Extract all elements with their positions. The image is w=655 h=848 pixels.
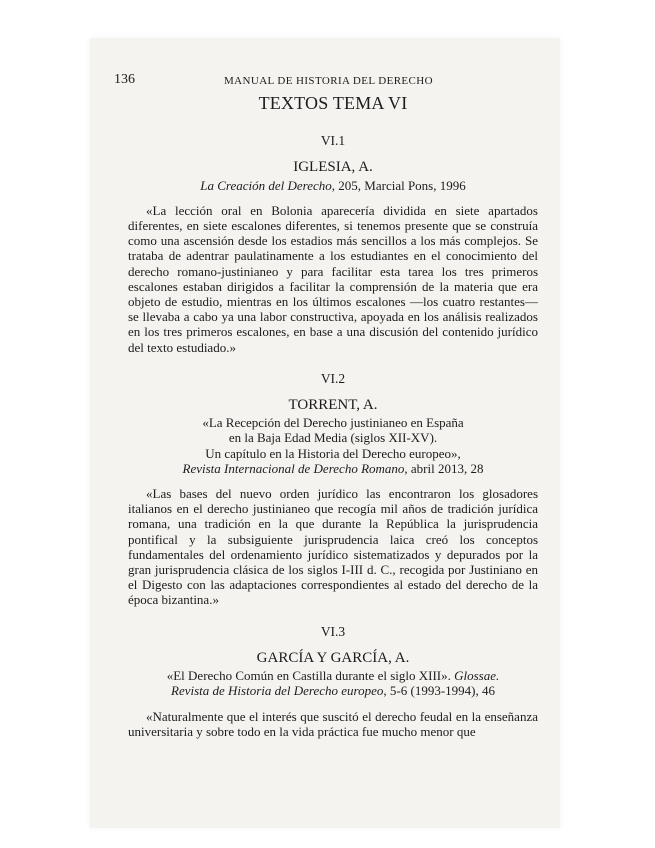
reference-journal: Revista Internacional de Derecho Romano bbox=[182, 460, 405, 476]
reference-details: , 5-6 (1993-1994), 46 bbox=[383, 683, 495, 699]
page-header bbox=[114, 70, 538, 88]
reference-line bbox=[128, 683, 538, 698]
section-author: IGLESIA, A. bbox=[293, 159, 373, 176]
reference-line: Un capítulo en la Historia del Derecho europeo», bbox=[205, 445, 461, 461]
page-number: 136 bbox=[114, 72, 135, 87]
section-number: VI.1 bbox=[320, 133, 346, 149]
section-reference bbox=[128, 415, 538, 476]
chapter-title: TEXTOS TEMA VI bbox=[258, 93, 408, 113]
section-quote: «Las bases del nuevo orden jurídico las encontraron los glosadores italianos en el derecho justinianeo que recogía mil años de tradición jurídica romana, una tradición en la que durante la República la jurisprudencia pontifical y la subsiguiente jurisprudencia laica creó los conceptos fundamentales del ordenamiento jurídico sistematizados y depurados por la gran jurisprudencia clásica de los siglos I-III d. C., recogida por Justiniano en el Digesto con las adaptaciones correspondientes al estado del derecho de la época bizantina.» bbox=[128, 486, 538, 608]
reference-journal: Glossae. bbox=[450, 668, 500, 684]
reference-line: en la Baja Edad Media (siglos XII-XV). bbox=[228, 430, 438, 446]
reference-line: «La Recepción del Derecho justinianeo en España bbox=[202, 415, 464, 431]
reference-journal: Revista de Historia del Derecho europeo bbox=[171, 683, 384, 699]
reference-details: , abril 2013, 28 bbox=[404, 460, 484, 476]
section-number: VI.2 bbox=[320, 370, 346, 386]
reference-title: La Creación del Derecho bbox=[200, 177, 332, 193]
running-head: MANUAL DE HISTORIA DEL DERECHO bbox=[224, 75, 433, 87]
page-content bbox=[114, 70, 538, 755]
section-quote: «La lección oral en Bolonia aparecería dividida en siete apartados diferentes, en siete escalones diferentes, si tenemos presente que se construía como una ascensión desde los estadios más sencillos a los más complejos. Se trataba de adentrar paulatinamente a los estudiantes en el conocimiento del derecho romano-justinianeo y para facilitar esta tarea los tres primeros escalones estaban dirigidos a facilitar la comprensión de la materia que era objeto de estudio, mientras en los últimos escalones —los cuatro restantes— se llevaba a cabo ya una labor constructiva, apoyada en los análisis realizados en los tres primeros escalones, en base a una discusión del contenido jurídico del texto estudiado.» bbox=[128, 202, 538, 355]
section-author: GARCÍA Y GARCÍA, A. bbox=[256, 649, 410, 666]
reference-line bbox=[128, 668, 538, 683]
section-author: TORRENT, A. bbox=[288, 397, 378, 414]
reference-title: «El Derecho Común en Castilla durante el siglo XIII». bbox=[166, 668, 451, 684]
section-reference bbox=[128, 668, 538, 698]
section-number: VI.3 bbox=[320, 623, 346, 639]
reference-line bbox=[128, 461, 538, 476]
section-quote: «Naturalmente que el interés que suscitó el derecho feudal en la enseñanza universitaria y sobre todo en la vida práctica fue mucho menor que bbox=[128, 708, 538, 739]
section-reference bbox=[128, 178, 538, 193]
reference-details: , 205, Marcial Pons, 1996 bbox=[331, 177, 466, 193]
